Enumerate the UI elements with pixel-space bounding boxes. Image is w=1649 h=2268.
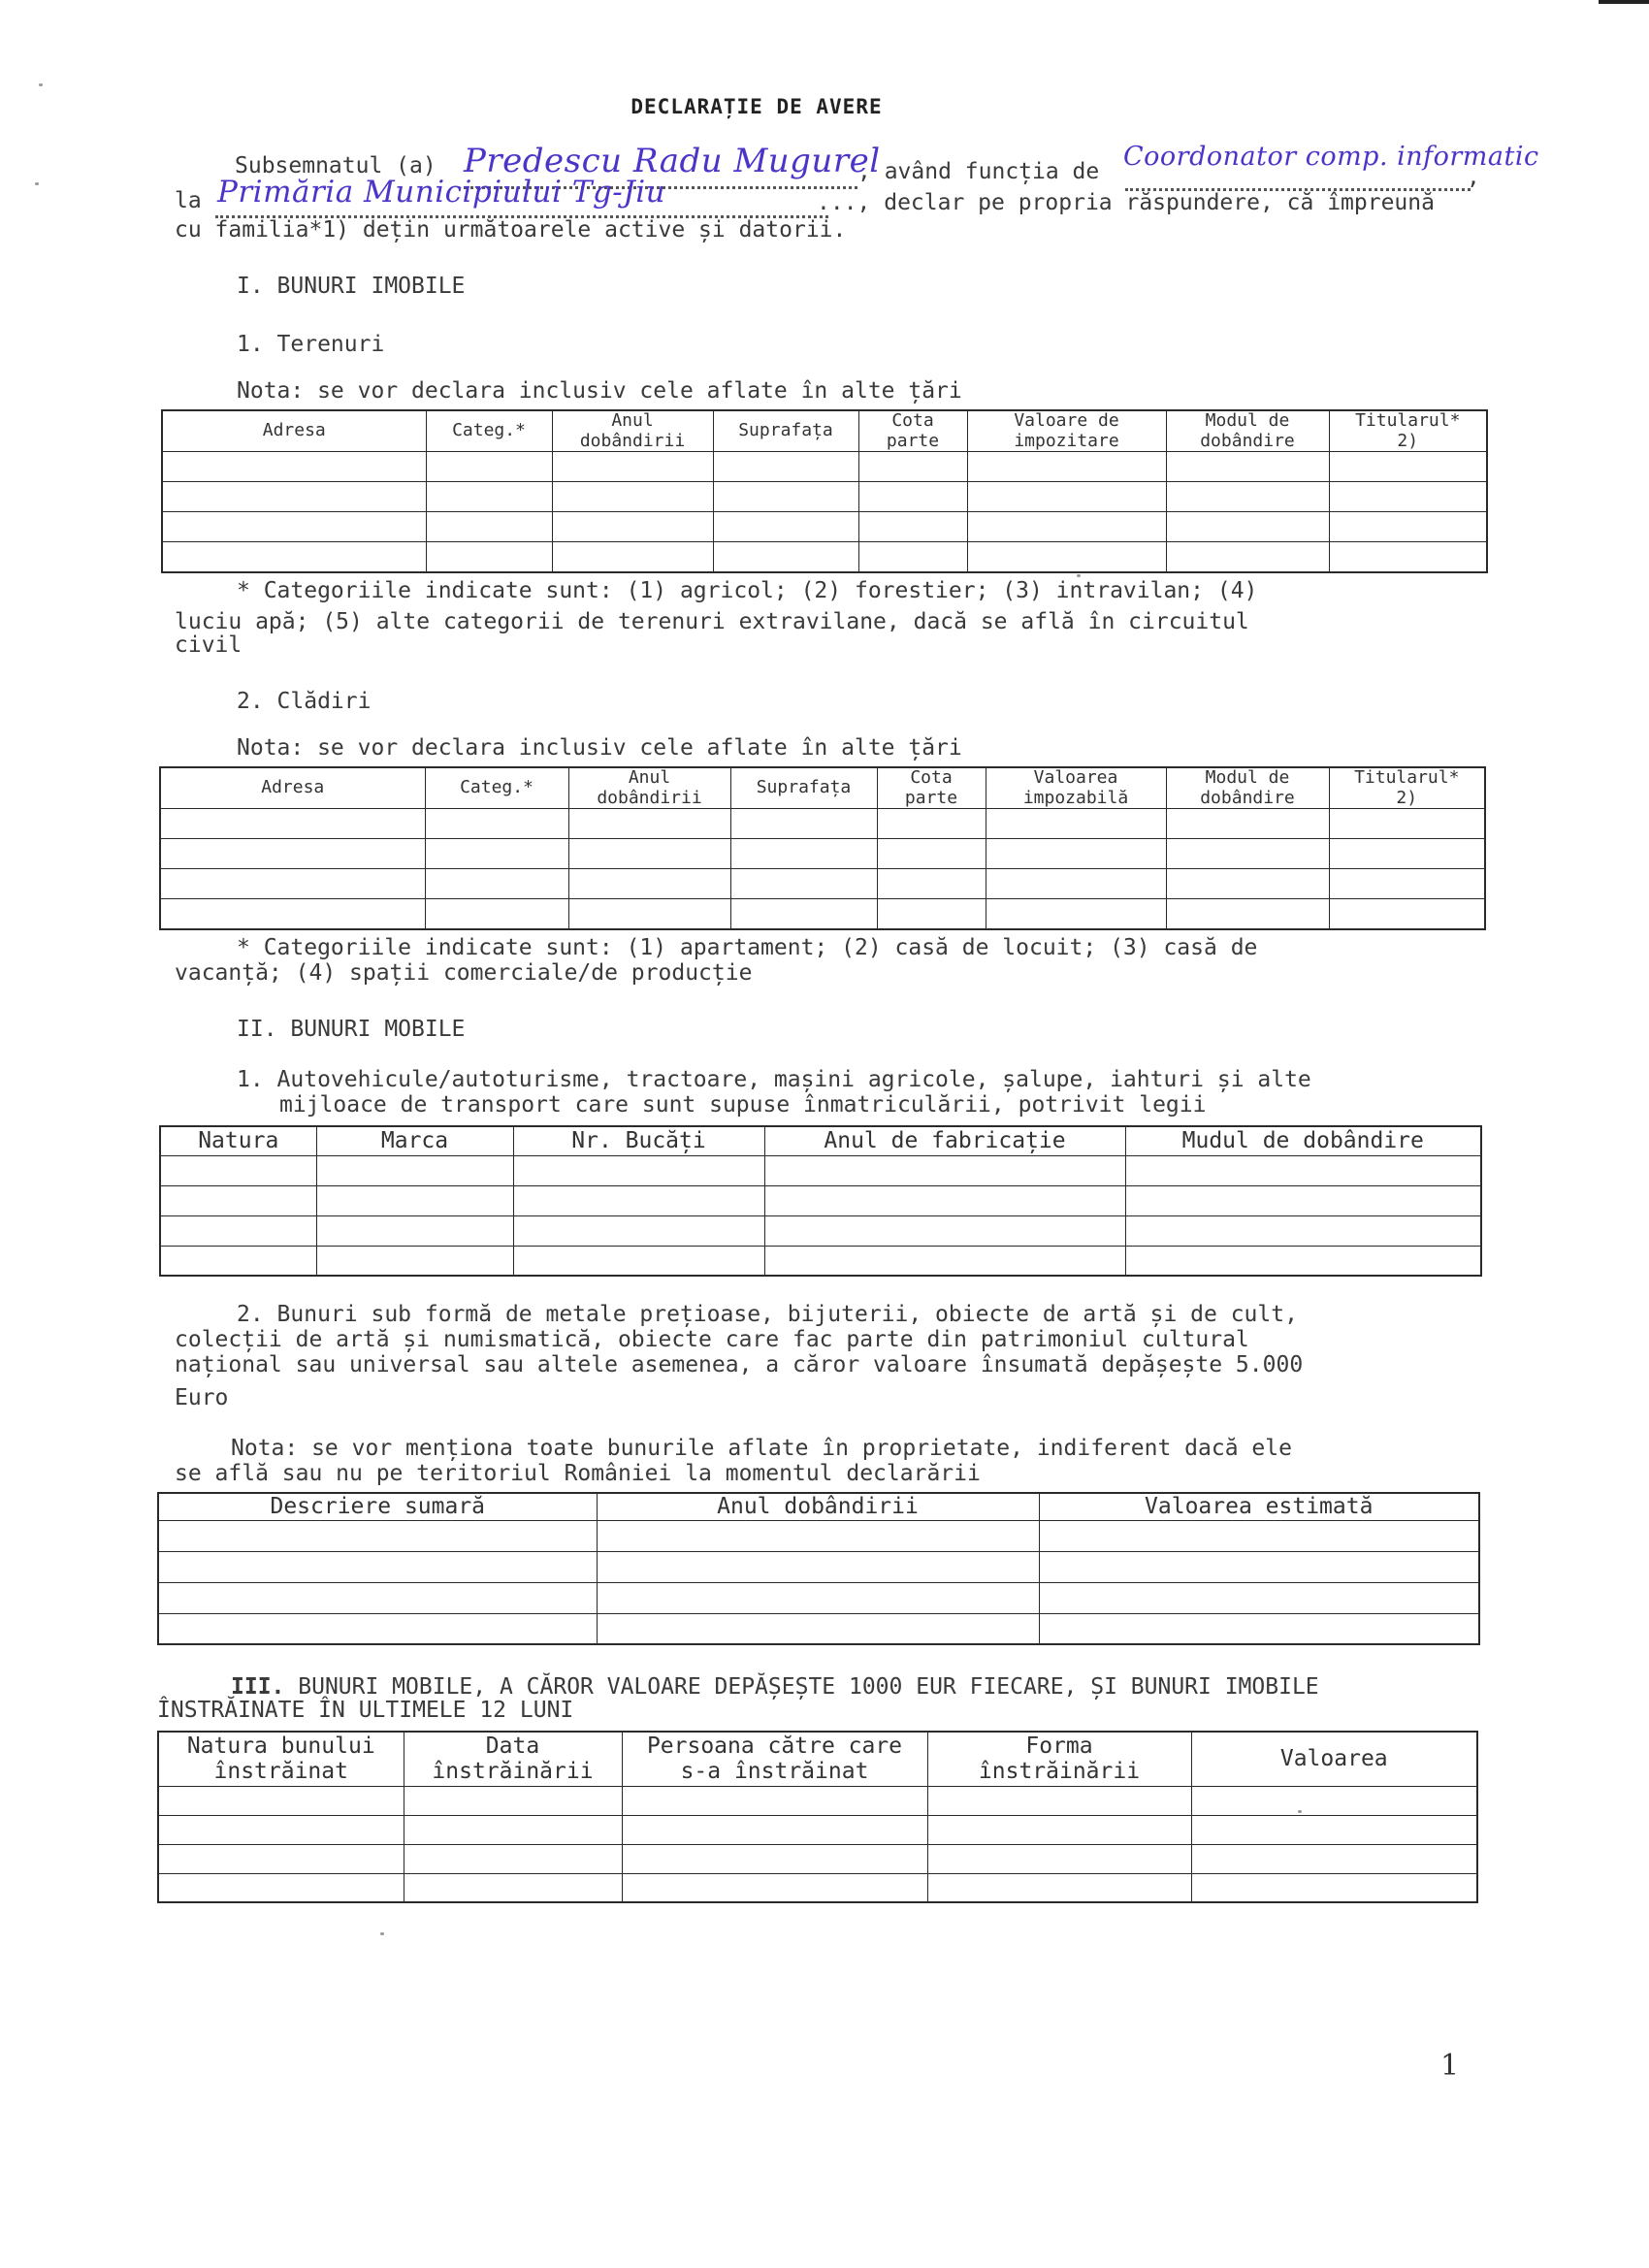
bunuri-table (157, 1492, 1480, 1645)
table-cell[interactable] (160, 1185, 316, 1215)
header-cell: Descriere sumară (158, 1493, 597, 1520)
table-cell[interactable] (160, 1246, 316, 1276)
table-header-row (158, 1493, 1479, 1520)
header-cell: Natura (160, 1126, 316, 1155)
table-header-row (158, 1732, 1477, 1786)
table-cell[interactable] (552, 542, 713, 572)
header-cell: Adresa (162, 410, 426, 452)
section-1-title: I. BUNURI IMOBILE (237, 274, 466, 299)
table-cell[interactable] (1166, 839, 1329, 869)
bunuri-line1: 2. Bunuri sub formă de metale prețioase, bijuterii, obiecte de artă și de cult, (237, 1302, 1298, 1327)
table-cell[interactable] (160, 839, 425, 869)
table-row (160, 839, 1485, 869)
table-cell[interactable] (513, 1246, 764, 1276)
table-row (162, 542, 1487, 572)
header-cell: Nr. Bucăți (513, 1126, 764, 1155)
header-cell: Anul dobândirii (568, 767, 730, 809)
table-cell[interactable] (316, 1246, 513, 1276)
table-cell[interactable] (1166, 512, 1329, 542)
table-row (160, 1185, 1481, 1215)
table-header-row (162, 410, 1487, 452)
table-cell[interactable] (1039, 1520, 1479, 1551)
table-row (158, 1873, 1477, 1902)
table-cell[interactable] (568, 869, 730, 899)
header-cell: Forma înstrăinării (927, 1732, 1191, 1786)
header-cell: Titularul* 2) (1329, 767, 1485, 809)
header-cell: Modul de dobândire (1166, 767, 1329, 809)
header-cell: Data înstrăinării (404, 1732, 622, 1786)
terenuri-footnote-line3: civil (175, 632, 242, 658)
table-cell[interactable] (162, 452, 426, 482)
table-cell[interactable] (404, 1873, 622, 1902)
table-cell[interactable] (426, 452, 552, 482)
table-cell[interactable] (877, 809, 986, 839)
table-cell[interactable] (316, 1215, 513, 1246)
table-cell[interactable] (1191, 1786, 1477, 1815)
header-cell: Valoare de impozitare (967, 410, 1166, 452)
table-cell[interactable] (764, 1215, 1125, 1246)
bunuri-line4: Euro (175, 1385, 229, 1410)
table-cell[interactable] (425, 809, 568, 839)
header-cell: Cota parte (877, 767, 986, 809)
table-cell[interactable] (513, 1215, 764, 1246)
table-row (160, 869, 1485, 899)
document-title: DECLARAȚIE DE AVERE (630, 95, 883, 118)
table-cell[interactable] (858, 482, 967, 512)
table-cell[interactable] (568, 839, 730, 869)
table-cell[interactable] (158, 1786, 404, 1815)
table-cell[interactable] (162, 512, 426, 542)
scan-speck (380, 1932, 384, 1935)
table-row (158, 1815, 1477, 1844)
header-cell: Persoana către care s-a înstrăinat (622, 1732, 927, 1786)
table-cell[interactable] (1191, 1873, 1477, 1902)
header-cell: Valoarea impozabilă (986, 767, 1166, 809)
table-cell[interactable] (568, 899, 730, 929)
instrainari-table (157, 1731, 1478, 1903)
table-cell[interactable] (160, 1155, 316, 1185)
table-cell[interactable] (713, 482, 858, 512)
table-cell[interactable] (597, 1520, 1039, 1551)
table-cell[interactable] (160, 1215, 316, 1246)
table-cell[interactable] (158, 1844, 404, 1873)
cladiri-footnote-line1: * Categoriile indicate sunt: (1) apartament; (2) casă de locuit; (3) casă de (237, 935, 1258, 960)
handwritten-institution[interactable]: Primăria Municipiului Tg-Jiu (217, 175, 666, 210)
table-cell[interactable] (730, 899, 877, 929)
table-cell[interactable] (986, 839, 1166, 869)
table-cell[interactable] (568, 809, 730, 839)
table-cell[interactable] (622, 1844, 927, 1873)
table-row (158, 1551, 1479, 1582)
table-cell[interactable] (1039, 1551, 1479, 1582)
table-cell[interactable] (764, 1246, 1125, 1276)
scan-speck (35, 182, 39, 185)
table-cell[interactable] (425, 839, 568, 869)
section-2-title: II. BUNURI MOBILE (237, 1017, 466, 1042)
table-cell[interactable] (160, 899, 425, 929)
table-cell[interactable] (927, 1844, 1191, 1873)
table-cell[interactable] (1329, 809, 1485, 839)
table-cell[interactable] (877, 869, 986, 899)
table-cell[interactable] (927, 1815, 1191, 1844)
table-cell[interactable] (160, 809, 425, 839)
table-cell[interactable] (1125, 1215, 1481, 1246)
table-cell[interactable] (877, 839, 986, 869)
table-cell[interactable] (1329, 542, 1487, 572)
table-cell[interactable] (1166, 542, 1329, 572)
cladiri-subtitle: 2. Clădiri (237, 689, 372, 714)
table-cell[interactable] (513, 1155, 764, 1185)
table-cell[interactable] (1329, 452, 1487, 482)
table-cell[interactable] (986, 899, 1166, 929)
table-cell[interactable] (597, 1582, 1039, 1613)
table-cell[interactable] (927, 1786, 1191, 1815)
table-cell[interactable] (162, 482, 426, 512)
header-cell: Categ.* (426, 410, 552, 452)
cladiri-table (159, 766, 1486, 930)
vehicule-line1: 1. Autovehicule/autoturisme, tractoare, mașini agricole, șalupe, iahturi și alte (237, 1067, 1311, 1092)
table-cell[interactable] (160, 869, 425, 899)
table-cell[interactable] (1125, 1185, 1481, 1215)
cladiri-footnote-line2: vacanță; (4) spații comerciale/de producție (175, 960, 753, 986)
table-row (158, 1613, 1479, 1644)
table-cell[interactable] (426, 542, 552, 572)
header-cell: Titularul* 2) (1329, 410, 1487, 452)
header-cell: Anul dobândirii (597, 1493, 1039, 1520)
table-cell[interactable] (425, 869, 568, 899)
table-cell[interactable] (316, 1155, 513, 1185)
header-cell: Natura bunului înstrăinat (158, 1732, 404, 1786)
header-cell: Categ.* (425, 767, 568, 809)
table-row (158, 1520, 1479, 1551)
bunuri-note-line2: se află sau nu pe teritoriul României la momentul declarării (175, 1461, 981, 1486)
table-cell[interactable] (1166, 452, 1329, 482)
table-cell[interactable] (158, 1873, 404, 1902)
table-cell[interactable] (552, 452, 713, 482)
table-row (158, 1582, 1479, 1613)
terenuri-footnote-line1: * Categoriile indicate sunt: (1) agricol; (2) forestier; (3) intravilan; (4) (237, 578, 1258, 603)
bunuri-note-line1: Nota: se vor menționa toate bunurile aflate în proprietate, indiferent dacă ele (231, 1436, 1292, 1461)
table-row (160, 1215, 1481, 1246)
table-cell[interactable] (425, 899, 568, 929)
header-cell: Anul dobândirii (552, 410, 713, 452)
section-3-title-line2: ÎNSTRĂINATE ÎN ULTIMELE 12 LUNI (157, 1698, 574, 1723)
header-cell: Valoarea (1191, 1732, 1477, 1786)
table-cell[interactable] (552, 512, 713, 542)
terenuri-table (161, 409, 1488, 573)
intro-line3: cu familia*1) dețin următoarele active și datorii. (175, 217, 847, 243)
table-cell[interactable] (986, 869, 1166, 899)
terenuri-subtitle: 1. Terenuri (237, 332, 385, 357)
table-cell[interactable] (967, 482, 1166, 512)
table-cell[interactable] (1166, 482, 1329, 512)
handwritten-name[interactable]: Predescu Radu Mugurel (464, 142, 881, 180)
table-cell[interactable] (158, 1551, 597, 1582)
handwritten-function[interactable]: Coordonator comp. informatic (1123, 142, 1539, 172)
table-row (162, 452, 1487, 482)
section-3-number: III. (231, 1674, 285, 1700)
table-cell[interactable] (1191, 1844, 1477, 1873)
table-cell[interactable] (1329, 839, 1485, 869)
table-cell[interactable] (1329, 512, 1487, 542)
table-cell[interactable] (730, 809, 877, 839)
table-cell[interactable] (1125, 1155, 1481, 1185)
intro-line1-end: , (1467, 165, 1480, 190)
table-cell[interactable] (597, 1551, 1039, 1582)
table-cell[interactable] (1191, 1815, 1477, 1844)
header-cell: Anul de fabricație (764, 1126, 1125, 1155)
header-cell: Modul de dobândire (1166, 410, 1329, 452)
table-cell[interactable] (622, 1815, 927, 1844)
vehicule-line2: mijloace de transport care sunt supuse înmatriculării, potrivit legii (279, 1092, 1207, 1118)
intro-line1-start: Subsemnatul (a) (235, 153, 436, 178)
intro-line2-end: ..., declar pe propria răspundere, că împreună (817, 190, 1435, 215)
table-cell[interactable] (967, 512, 1166, 542)
header-cell: Marca (316, 1126, 513, 1155)
table-cell[interactable] (162, 542, 426, 572)
terenuri-footnote-line2: luciu apă; (5) alte categorii de terenuri extravilane, dacă se află în circuitul (175, 609, 1249, 634)
table-cell[interactable] (858, 512, 967, 542)
table-cell[interactable] (1039, 1582, 1479, 1613)
table-cell[interactable] (1329, 899, 1485, 929)
table-cell[interactable] (316, 1185, 513, 1215)
table-cell[interactable] (764, 1185, 1125, 1215)
header-cell: Valoarea estimată (1039, 1493, 1479, 1520)
scan-speck (39, 83, 43, 86)
table-cell[interactable] (713, 542, 858, 572)
table-cell[interactable] (404, 1815, 622, 1844)
table-cell[interactable] (622, 1873, 927, 1902)
table-cell[interactable] (426, 512, 552, 542)
table-cell[interactable] (158, 1815, 404, 1844)
table-cell[interactable] (967, 542, 1166, 572)
table-cell[interactable] (513, 1185, 764, 1215)
header-cell: Cota parte (858, 410, 967, 452)
table-cell[interactable] (1166, 809, 1329, 839)
table-cell[interactable] (404, 1786, 622, 1815)
table-cell[interactable] (1329, 869, 1485, 899)
table-cell[interactable] (967, 452, 1166, 482)
intro-line1-mid: , având funcția de (857, 159, 1100, 184)
bunuri-line2: colecții de artă și numismatică, obiecte care fac parte din patrimoniul cultural (175, 1327, 1249, 1352)
table-cell[interactable] (730, 839, 877, 869)
header-cell: Suprafața (730, 767, 877, 809)
header-cell: Suprafața (713, 410, 858, 452)
header-cell: Adresa (160, 767, 425, 809)
table-row (160, 809, 1485, 839)
table-cell[interactable] (1125, 1246, 1481, 1276)
cladiri-note: Nota: se vor declara inclusiv cele aflate în alte țări (237, 735, 962, 761)
table-cell[interactable] (552, 482, 713, 512)
table-row (160, 1246, 1481, 1276)
terenuri-note: Nota: se vor declara inclusiv cele aflate în alte țări (237, 378, 962, 404)
page-number: 1 (1440, 2049, 1460, 2083)
table-cell[interactable] (927, 1873, 1191, 1902)
table-cell[interactable] (158, 1582, 597, 1613)
table-cell[interactable] (426, 482, 552, 512)
section-3-title (231, 1674, 1319, 1700)
table-row (162, 482, 1487, 512)
vehicule-table (159, 1125, 1482, 1277)
table-cell[interactable] (730, 869, 877, 899)
table-cell[interactable] (877, 899, 986, 929)
table-cell[interactable] (858, 452, 967, 482)
table-cell[interactable] (858, 542, 967, 572)
table-row (160, 1155, 1481, 1185)
table-cell[interactable] (622, 1786, 927, 1815)
scan-speck (1077, 574, 1081, 577)
table-cell[interactable] (158, 1613, 597, 1644)
section-3-title-text: BUNURI MOBILE, A CĂROR VALOARE DEPĂȘEȘTE 1000 EUR FIECARE, ȘI BUNURI IMOBILE (298, 1674, 1319, 1700)
table-cell[interactable] (404, 1844, 622, 1873)
table-cell[interactable] (1039, 1613, 1479, 1644)
table-header-row (160, 767, 1485, 809)
table-row (162, 512, 1487, 542)
header-cell: Mudul de dobândire (1125, 1126, 1481, 1155)
table-cell[interactable] (713, 452, 858, 482)
table-cell[interactable] (764, 1155, 1125, 1185)
table-cell[interactable] (158, 1520, 597, 1551)
table-header-row (160, 1126, 1481, 1155)
table-row (158, 1844, 1477, 1873)
table-row (160, 899, 1485, 929)
table-cell[interactable] (597, 1613, 1039, 1644)
intro-line2-start: la (175, 188, 202, 213)
table-row (158, 1786, 1477, 1815)
table-cell[interactable] (986, 809, 1166, 839)
table-cell[interactable] (1166, 899, 1329, 929)
table-cell[interactable] (713, 512, 858, 542)
table-cell[interactable] (1329, 482, 1487, 512)
table-cell[interactable] (1166, 869, 1329, 899)
bunuri-line3: național sau universal sau altele asemenea, a căror valoare însumată depășește 5.000 (175, 1352, 1304, 1377)
scan-edge-mark (1599, 0, 1649, 4)
